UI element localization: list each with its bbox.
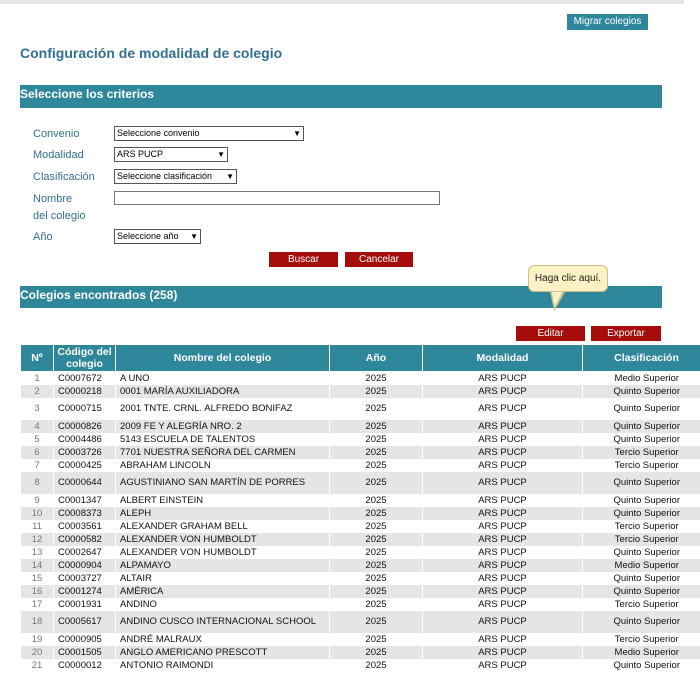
row-modalidad: ARS PUCP [423,646,583,659]
row-number: 8 [21,472,54,494]
row-code: C0001931 [54,598,116,611]
row-clasificacion: Medio Superior [583,646,700,659]
row-code: C0001274 [54,585,116,598]
row-code: C0002647 [54,546,116,559]
row-clasificacion: Quinto Superior [583,472,700,494]
table-row[interactable] [21,633,700,646]
cancelar-button[interactable]: Cancelar [345,252,413,267]
row-clasificacion: Quinto Superior [583,398,700,420]
criteria-section-header: Seleccione los criterios [20,85,662,108]
table-row[interactable] [21,472,700,494]
row-code: C0000425 [54,459,116,472]
table-row[interactable] [21,646,700,659]
row-clasificacion: Quinto Superior [583,494,700,507]
row-clasificacion: Quinto Superior [583,507,700,520]
row-name: 0001 MARÍA AUXILIADORA [116,385,330,398]
top-band [0,0,684,4]
row-number: 12 [21,533,54,546]
row-code: C0008373 [54,507,116,520]
table-row[interactable] [21,459,700,472]
row-year: 2025 [330,459,423,472]
table-row[interactable] [21,611,700,633]
row-code: C0000715 [54,398,116,420]
row-number: 15 [21,572,54,585]
table-row[interactable] [21,533,700,546]
row-clasificacion: Medio Superior [583,372,700,386]
row-modalidad: ARS PUCP [423,459,583,472]
row-name: AGUSTINIANO SAN MARTÍN DE PORRES [116,472,330,494]
column-header: Nº [21,345,54,372]
table-row[interactable] [21,433,700,446]
column-header: Modalidad [423,345,583,372]
row-number: 13 [21,546,54,559]
row-name: ABRAHAM LINCOLN [116,459,330,472]
modalidad-label: Modalidad [33,149,84,161]
row-name: ANDRÉ MALRAUX [116,633,330,646]
row-name: ALEXANDER VON HUMBOLDT [116,533,330,546]
row-modalidad: ARS PUCP [423,598,583,611]
row-code: C0003726 [54,446,116,459]
row-number: 18 [21,611,54,633]
row-name: ANDINO CUSCO INTERNACIONAL SCHOOL [116,611,330,633]
row-modalidad: ARS PUCP [423,520,583,533]
row-modalidad: ARS PUCP [423,472,583,494]
row-modalidad: ARS PUCP [423,446,583,459]
row-modalidad: ARS PUCP [423,559,583,572]
row-year: 2025 [330,398,423,420]
clasificacion-select[interactable] [114,169,237,184]
row-name: ALEPH [116,507,330,520]
row-year: 2025 [330,433,423,446]
row-name: ALPAMAYO [116,559,330,572]
row-name: ALEXANDER GRAHAM BELL [116,520,330,533]
nombre-colegio-input[interactable] [114,191,440,205]
row-year: 2025 [330,633,423,646]
row-modalidad: ARS PUCP [423,633,583,646]
results-table [20,344,700,672]
chevron-down-icon: ▼ [293,129,301,138]
row-clasificacion: Quinto Superior [583,385,700,398]
row-number: 2 [21,385,54,398]
row-name: ALTAIR [116,572,330,585]
anio-select-value: Seleccione año [117,231,179,241]
exportar-button[interactable]: Exportar [591,326,661,341]
row-clasificacion: Tercio Superior [583,633,700,646]
row-year: 2025 [330,420,423,433]
buscar-button[interactable]: Buscar [269,252,338,267]
row-number: 7 [21,459,54,472]
row-clasificacion: Quinto Superior [583,546,700,559]
row-clasificacion: Tercio Superior [583,533,700,546]
row-code: C0003561 [54,520,116,533]
row-year: 2025 [330,559,423,572]
column-header: Nombre del colegio [116,345,330,372]
row-number: 1 [21,372,54,386]
row-code: C0001505 [54,646,116,659]
row-name: ALEXANDER VON HUMBOLDT [116,546,330,559]
row-number: 19 [21,633,54,646]
row-code: C0000582 [54,533,116,546]
column-header: Clasificación [583,345,700,372]
clasificacion-label: Clasificación [33,171,95,183]
row-clasificacion: Tercio Superior [583,520,700,533]
row-modalidad: ARS PUCP [423,659,583,672]
convenio-select-value: Seleccione convenio [117,128,200,138]
anio-label: Año [33,231,53,243]
row-modalidad: ARS PUCP [423,398,583,420]
row-code: C0005617 [54,611,116,633]
row-year: 2025 [330,385,423,398]
row-modalidad: ARS PUCP [423,533,583,546]
row-code: C0007672 [54,372,116,386]
row-name: 2009 FE Y ALEGRÍA NRO. 2 [116,420,330,433]
row-number: 14 [21,559,54,572]
page-title: Configuración de modalidad de colegio [20,45,283,61]
row-year: 2025 [330,572,423,585]
anio-select[interactable] [114,229,201,244]
row-code: C0000218 [54,385,116,398]
row-code: C0001347 [54,494,116,507]
row-modalidad: ARS PUCP [423,507,583,520]
nombre-label-line2: del colegio [33,210,86,222]
row-number: 4 [21,420,54,433]
table-row[interactable] [21,420,700,433]
table-row[interactable] [21,446,700,459]
table-row[interactable] [21,598,700,611]
table-row[interactable] [21,546,700,559]
modalidad-select[interactable] [114,147,228,162]
convenio-label: Convenio [33,128,80,140]
row-year: 2025 [330,659,423,672]
row-name: ANDINO [116,598,330,611]
chevron-down-icon: ▼ [226,172,234,181]
row-clasificacion: Quinto Superior [583,420,700,433]
row-modalidad: ARS PUCP [423,494,583,507]
table-row[interactable] [21,585,700,598]
row-name: AMÉRICA [116,585,330,598]
row-name: ALBERT EINSTEIN [116,494,330,507]
row-year: 2025 [330,472,423,494]
column-header: Código del colegio [54,345,116,372]
table-row[interactable] [21,572,700,585]
editar-button[interactable]: Editar [516,326,585,341]
row-number: 5 [21,433,54,446]
row-number: 20 [21,646,54,659]
modalidad-select-value: ARS PUCP [117,149,164,159]
row-number: 6 [21,446,54,459]
row-number: 3 [21,398,54,420]
row-year: 2025 [330,598,423,611]
row-number: 17 [21,598,54,611]
clasificacion-select-value: Seleccione clasificación [117,171,213,181]
row-code: C0004486 [54,433,116,446]
row-year: 2025 [330,533,423,546]
table-row[interactable] [21,372,700,386]
row-clasificacion: Quinto Superior [583,572,700,585]
row-code: C0000905 [54,633,116,646]
row-modalidad: ARS PUCP [423,420,583,433]
row-year: 2025 [330,372,423,386]
table-row[interactable] [21,507,700,520]
table-row[interactable] [21,494,700,507]
row-name: 5143 ESCUELA DE TALENTOS [116,433,330,446]
chevron-down-icon: ▼ [217,150,225,159]
table-row[interactable] [21,398,700,420]
table-header-row [21,345,700,372]
table-row[interactable] [21,559,700,572]
row-modalidad: ARS PUCP [423,572,583,585]
results-section-header: Colegios encontrados (258) [20,286,662,308]
row-number: 9 [21,494,54,507]
row-clasificacion: Tercio Superior [583,459,700,472]
nombre-label: Nombre [33,193,73,205]
row-modalidad: ARS PUCP [423,385,583,398]
row-clasificacion: Medio Superior [583,559,700,572]
row-number: 11 [21,520,54,533]
row-name: 2001 TNTE. CRNL. ALFREDO BONIFAZ [116,398,330,420]
row-modalidad: ARS PUCP [423,585,583,598]
row-name: ANGLO AMERICANO PRESCOTT [116,646,330,659]
row-code: C0003727 [54,572,116,585]
row-clasificacion: Quinto Superior [583,585,700,598]
row-clasificacion: Quinto Superior [583,659,700,672]
row-year: 2025 [330,611,423,633]
row-number: 10 [21,507,54,520]
help-tooltip: Haga clic aquí. [528,265,608,292]
row-modalidad: ARS PUCP [423,546,583,559]
row-clasificacion: Quinto Superior [583,433,700,446]
convenio-select[interactable] [114,126,304,141]
row-number: 16 [21,585,54,598]
chevron-down-icon: ▼ [190,232,198,241]
row-modalidad: ARS PUCP [423,433,583,446]
row-code: C0000644 [54,472,116,494]
row-clasificacion: Quinto Superior [583,611,700,633]
row-code: C0000012 [54,659,116,672]
row-year: 2025 [330,646,423,659]
row-modalidad: ARS PUCP [423,611,583,633]
row-year: 2025 [330,446,423,459]
row-name: 7701 NUESTRA SEÑORA DEL CARMEN [116,446,330,459]
row-year: 2025 [330,546,423,559]
table-row[interactable] [21,385,700,398]
table-row[interactable] [21,659,700,672]
row-year: 2025 [330,520,423,533]
row-year: 2025 [330,494,423,507]
table-row[interactable] [21,520,700,533]
column-header: Año [330,345,423,372]
row-code: C0000826 [54,420,116,433]
row-modalidad: ARS PUCP [423,372,583,386]
migrar-colegios-button[interactable]: Migrar colegios [567,14,648,30]
row-year: 2025 [330,507,423,520]
row-year: 2025 [330,585,423,598]
row-name: ANTONIO RAIMONDI [116,659,330,672]
row-clasificacion: Tercio Superior [583,598,700,611]
row-code: C0000904 [54,559,116,572]
row-number: 21 [21,659,54,672]
row-name: A UNO [116,372,330,386]
row-clasificacion: Tercio Superior [583,446,700,459]
